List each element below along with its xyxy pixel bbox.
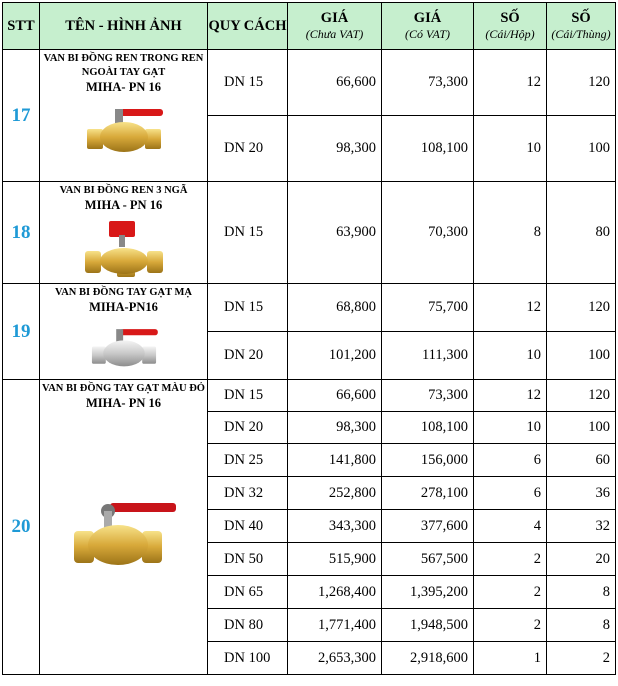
cell-qty-box: 4 (474, 510, 547, 543)
cell-price: 68,800 (288, 284, 382, 332)
product-name: VAN BI ĐỒNG REN TRONG REN NGOÀI TAY GẠT (43, 53, 204, 78)
product-code: MIHA- PN 16 (86, 396, 161, 410)
cell-qty-carton: 60 (547, 444, 616, 477)
brass-ball-valve-red-lever-icon (40, 489, 207, 569)
cell-qty-box: 2 (474, 543, 547, 576)
header-price-vat: GIÁ (Có VAT) (382, 3, 474, 50)
cell-qty-carton: 36 (547, 477, 616, 510)
row-stt: 18 (3, 182, 40, 284)
cell-qty-box: 2 (474, 609, 547, 642)
product-code: MIHA-PN16 (89, 300, 158, 314)
cell-price: 1,268,400 (288, 576, 382, 609)
cell-spec: DN 20 (208, 332, 288, 380)
table-header-row (3, 3, 616, 50)
product-name: VAN BI ĐỒNG REN 3 NGÃ (59, 185, 188, 196)
cell-price-vat: 111,300 (382, 332, 474, 380)
row-stt: 17 (3, 50, 40, 182)
cell-price-vat: 73,300 (382, 380, 474, 412)
cell-qty-carton: 80 (547, 182, 616, 284)
cell-price: 66,600 (288, 50, 382, 116)
cell-price: 252,800 (288, 477, 382, 510)
cell-qty-carton: 2 (547, 642, 616, 675)
product-cell (40, 284, 208, 380)
table-row (3, 50, 616, 116)
row-stt: 20 (3, 380, 40, 675)
cell-price-vat: 108,100 (382, 412, 474, 444)
header-price-novat: GIÁ (Chưa VAT) (288, 3, 382, 50)
cell-spec: DN 32 (208, 477, 288, 510)
cell-price-vat: 2,918,600 (382, 642, 474, 675)
cell-spec: DN 15 (208, 182, 288, 284)
product-name: VAN BI ĐỒNG TAY GẠT MẠ (54, 287, 192, 298)
table-row (3, 284, 616, 332)
cell-spec: DN 20 (208, 412, 288, 444)
cell-price: 98,300 (288, 412, 382, 444)
cell-price-vat: 73,300 (382, 50, 474, 116)
cell-price: 98,300 (288, 116, 382, 182)
cell-price-vat: 278,100 (382, 477, 474, 510)
cell-price-vat: 156,000 (382, 444, 474, 477)
cell-qty-carton: 100 (547, 116, 616, 182)
cell-price-vat: 108,100 (382, 116, 474, 182)
product-cell (40, 380, 208, 675)
product-name: VAN BI ĐỒNG TAY GẠT MÀU ĐỎ (42, 383, 205, 394)
cell-qty-carton: 8 (547, 609, 616, 642)
cell-qty-carton: 100 (547, 412, 616, 444)
cell-spec: DN 100 (208, 642, 288, 675)
cell-price: 515,900 (288, 543, 382, 576)
cell-qty-box: 12 (474, 50, 547, 116)
brass-ball-valve-red-lever-icon (40, 95, 207, 155)
cell-spec: DN 65 (208, 576, 288, 609)
cell-qty-carton: 100 (547, 332, 616, 380)
cell-price: 141,800 (288, 444, 382, 477)
cell-qty-box: 10 (474, 412, 547, 444)
cell-spec: DN 25 (208, 444, 288, 477)
header-price-novat-sub: (Chưa VAT) (305, 27, 364, 41)
price-table (2, 2, 616, 675)
cell-spec: DN 50 (208, 543, 288, 576)
chrome-ball-valve-red-lever-icon (40, 317, 207, 369)
cell-qty-box: 2 (474, 576, 547, 609)
cell-price-vat: 75,700 (382, 284, 474, 332)
cell-spec: DN 15 (208, 380, 288, 412)
header-qty-carton: SỐ (Cái/Thùng) (547, 3, 616, 50)
cell-price-vat: 1,948,500 (382, 609, 474, 642)
product-code: MIHA- PN 16 (86, 80, 161, 94)
table-row (3, 182, 616, 284)
cell-qty-box: 6 (474, 477, 547, 510)
cell-price-vat: 377,600 (382, 510, 474, 543)
cell-qty-carton: 20 (547, 543, 616, 576)
header-price-vat-sub: (Có VAT) (405, 27, 450, 41)
header-qty-carton-sub: (Cái/Thùng) (551, 27, 611, 41)
cell-price: 66,600 (288, 380, 382, 412)
row-stt: 19 (3, 284, 40, 380)
cell-qty-carton: 120 (547, 50, 616, 116)
cell-price-vat: 70,300 (382, 182, 474, 284)
cell-spec: DN 80 (208, 609, 288, 642)
cell-spec: DN 40 (208, 510, 288, 543)
cell-price: 2,653,300 (288, 642, 382, 675)
header-qty-box: SỐ (Cái/Hộp) (474, 3, 547, 50)
cell-qty-carton: 32 (547, 510, 616, 543)
cell-price: 343,300 (288, 510, 382, 543)
header-qty-box-sub: (Cái/Hộp) (485, 27, 535, 41)
product-cell (40, 182, 208, 284)
cell-qty-box: 10 (474, 116, 547, 182)
cell-qty-carton: 120 (547, 284, 616, 332)
cell-price: 63,900 (288, 182, 382, 284)
cell-qty-box: 6 (474, 444, 547, 477)
cell-qty-box: 8 (474, 182, 547, 284)
cell-spec: DN 15 (208, 284, 288, 332)
header-spec: QUY CÁCH (208, 3, 288, 50)
cell-qty-box: 1 (474, 642, 547, 675)
cell-price: 1,771,400 (288, 609, 382, 642)
cell-spec: DN 20 (208, 116, 288, 182)
product-cell (40, 50, 208, 182)
brass-3way-valve-red-handle-icon (40, 217, 207, 279)
table-row (3, 380, 616, 412)
cell-qty-carton: 8 (547, 576, 616, 609)
cell-qty-box: 12 (474, 284, 547, 332)
cell-qty-box: 10 (474, 332, 547, 380)
cell-qty-box: 12 (474, 380, 547, 412)
header-name-image: TÊN - HÌNH ẢNH (40, 3, 208, 50)
cell-price-vat: 567,500 (382, 543, 474, 576)
header-stt: STT (3, 3, 40, 50)
product-code: MIHA - PN 16 (84, 198, 163, 212)
cell-price: 101,200 (288, 332, 382, 380)
cell-spec: DN 15 (208, 50, 288, 116)
cell-qty-carton: 120 (547, 380, 616, 412)
cell-price-vat: 1,395,200 (382, 576, 474, 609)
